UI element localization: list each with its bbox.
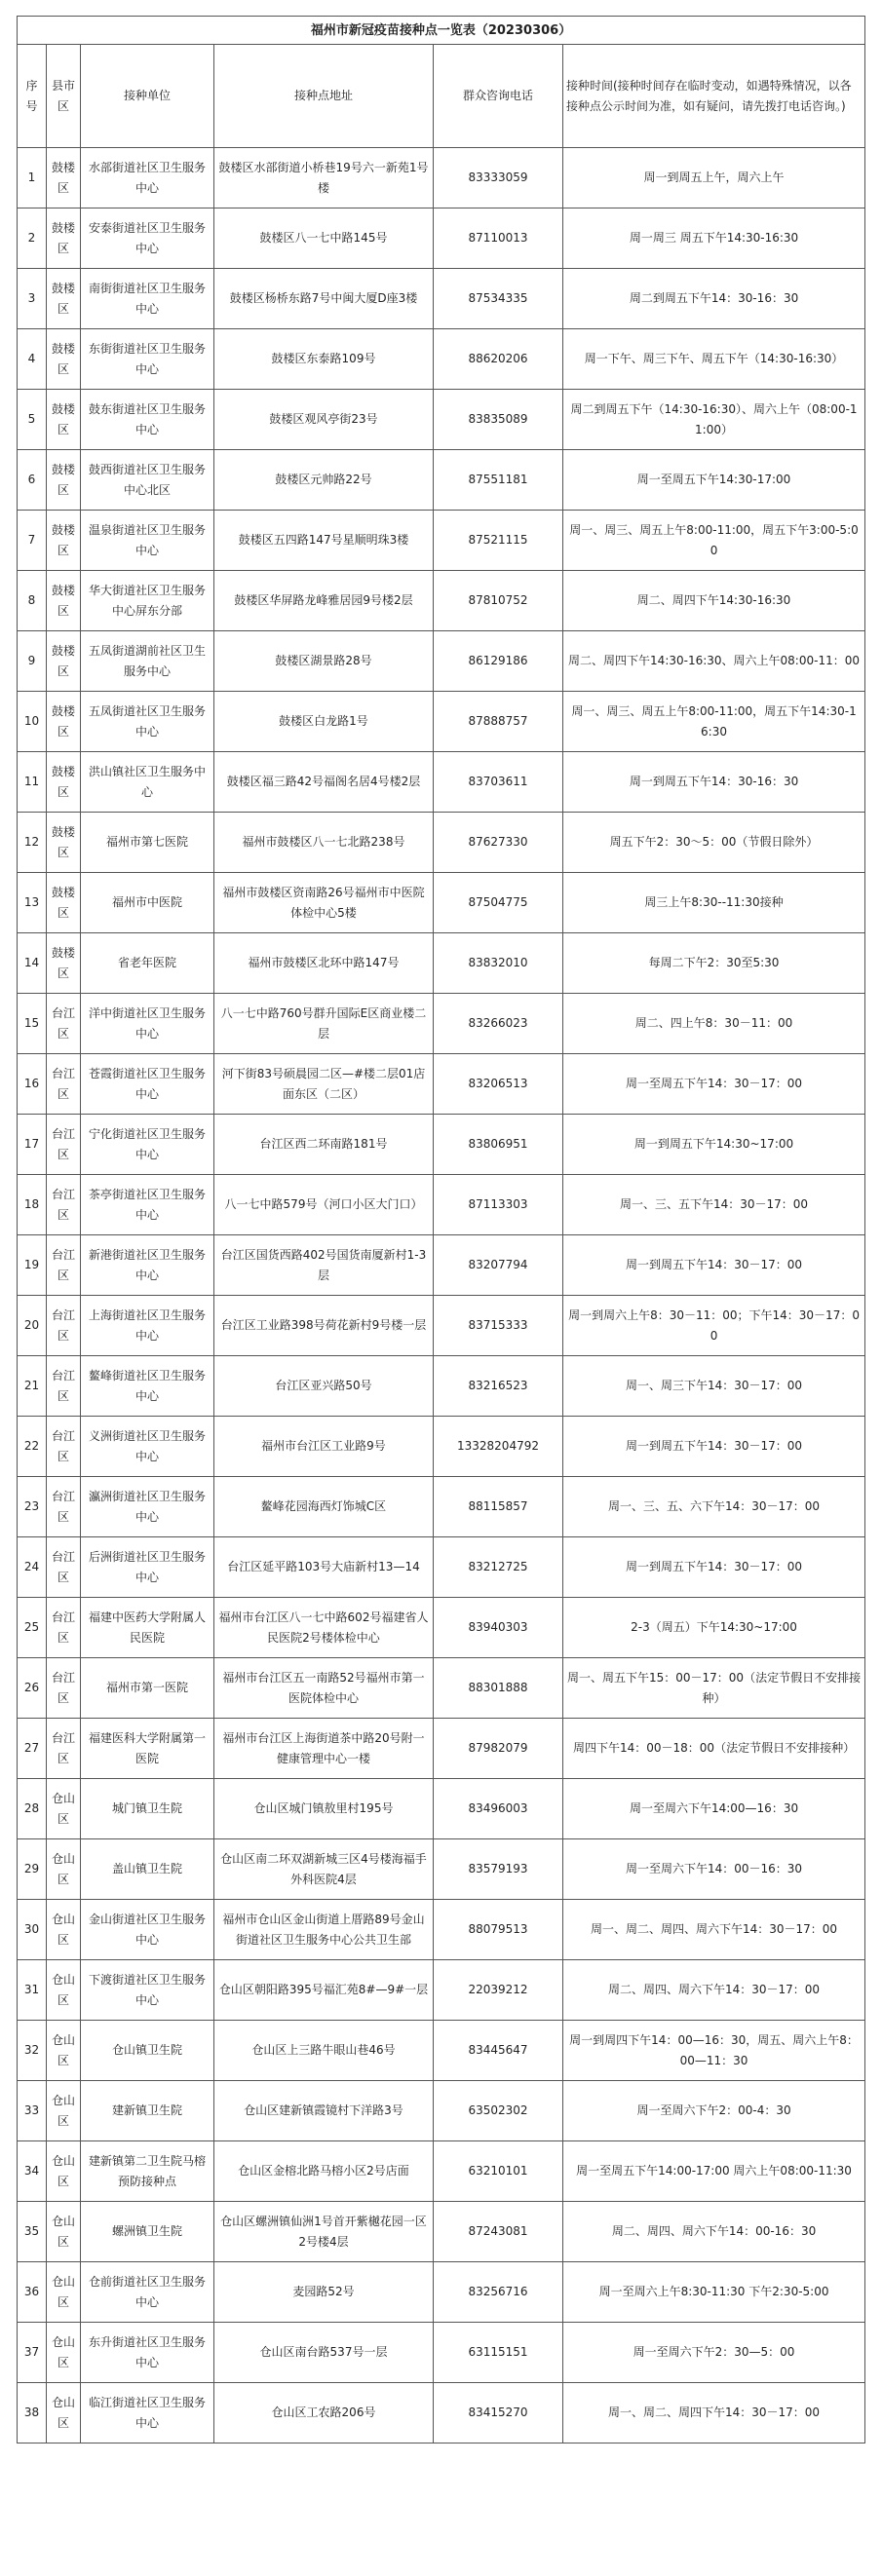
table-row xyxy=(18,1779,865,1839)
cell-district: 仓山区 xyxy=(47,1900,81,1960)
cell-index: 12 xyxy=(18,813,47,873)
cell-address: 八一七中路579号（河口小区大门口） xyxy=(214,1175,434,1235)
cell-unit: 五凤街道湖前社区卫生服务中心 xyxy=(81,631,214,692)
cell-index: 33 xyxy=(18,2081,47,2141)
cell-schedule: 周一至周六下午14：00－16：30 xyxy=(563,1839,865,1900)
cell-district: 仓山区 xyxy=(47,1779,81,1839)
cell-index: 21 xyxy=(18,1356,47,1417)
cell-address: 八一七中路760号群升国际E区商业楼二层 xyxy=(214,994,434,1054)
cell-address: 仓山区螺洲镇仙洲1号首开紫樾花园一区2号楼4层 xyxy=(214,2202,434,2262)
table-row xyxy=(18,813,865,873)
cell-address: 鼓楼区八一七中路145号 xyxy=(214,208,434,269)
cell-schedule: 周一至周六下午14:00—16：30 xyxy=(563,1779,865,1839)
cell-phone: 87521115 xyxy=(434,511,563,571)
cell-phone: 88301888 xyxy=(434,1658,563,1719)
cell-phone: 83206513 xyxy=(434,1054,563,1115)
cell-schedule: 周二、周四下午14:30-16:30 xyxy=(563,571,865,631)
cell-district: 鼓楼区 xyxy=(47,813,81,873)
cell-phone: 87551181 xyxy=(434,450,563,511)
cell-index: 18 xyxy=(18,1175,47,1235)
cell-address: 仓山区工农路206号 xyxy=(214,2383,434,2443)
cell-unit: 瀛洲街道社区卫生服务中心 xyxy=(81,1477,214,1537)
cell-index: 8 xyxy=(18,571,47,631)
cell-index: 1 xyxy=(18,148,47,208)
cell-phone: 83415270 xyxy=(434,2383,563,2443)
table-row xyxy=(18,1054,865,1115)
cell-district: 仓山区 xyxy=(47,2141,81,2202)
cell-unit: 下渡街道社区卫生服务中心 xyxy=(81,1960,214,2021)
table-row xyxy=(18,2383,865,2443)
cell-index: 14 xyxy=(18,933,47,994)
cell-address: 仓山区朝阳路395号福汇苑8#—9#一层 xyxy=(214,1960,434,2021)
cell-index: 11 xyxy=(18,752,47,813)
cell-phone: 87534335 xyxy=(434,269,563,329)
cell-district: 台江区 xyxy=(47,1537,81,1598)
cell-district: 台江区 xyxy=(47,1054,81,1115)
table-row xyxy=(18,933,865,994)
cell-phone: 63502302 xyxy=(434,2081,563,2141)
cell-phone: 83212725 xyxy=(434,1537,563,1598)
table-row xyxy=(18,1356,865,1417)
cell-schedule: 周二、周四、周六下午14：00-16：30 xyxy=(563,2202,865,2262)
header-address: 接种点地址 xyxy=(214,45,434,148)
cell-address: 仓山区南台路537号一层 xyxy=(214,2323,434,2383)
cell-index: 7 xyxy=(18,511,47,571)
table-row xyxy=(18,1598,865,1658)
cell-address: 台江区西二环南路181号 xyxy=(214,1115,434,1175)
cell-schedule: 周四下午14：00－18：00（法定节假日不安排接种） xyxy=(563,1719,865,1779)
cell-phone: 63210101 xyxy=(434,2141,563,2202)
cell-phone: 83333059 xyxy=(434,148,563,208)
cell-phone: 83445647 xyxy=(434,2021,563,2081)
cell-unit: 洋中街道社区卫生服务中心 xyxy=(81,994,214,1054)
cell-index: 30 xyxy=(18,1900,47,1960)
cell-district: 台江区 xyxy=(47,1598,81,1658)
cell-schedule: 周一至周五下午14:30-17:00 xyxy=(563,450,865,511)
table-row xyxy=(18,752,865,813)
table-row xyxy=(18,1235,865,1296)
cell-unit: 后洲街道社区卫生服务中心 xyxy=(81,1537,214,1598)
cell-phone: 83266023 xyxy=(434,994,563,1054)
cell-unit: 建新镇卫生院 xyxy=(81,2081,214,2141)
cell-schedule: 周一至周六下午2：30—5：00 xyxy=(563,2323,865,2383)
cell-district: 鼓楼区 xyxy=(47,390,81,450)
table-row xyxy=(18,269,865,329)
cell-schedule: 周一、周五下午15：00－17：00（法定节假日不安排接种） xyxy=(563,1658,865,1719)
cell-unit: 安泰街道社区卫生服务中心 xyxy=(81,208,214,269)
cell-phone: 87504775 xyxy=(434,873,563,933)
cell-schedule: 周一到周四下午14：00—16：30，周五、周六上午8：00—11：30 xyxy=(563,2021,865,2081)
cell-phone: 87982079 xyxy=(434,1719,563,1779)
cell-index: 10 xyxy=(18,692,47,752)
cell-schedule: 周一至周六上午8:30-11:30 下午2:30-5:00 xyxy=(563,2262,865,2323)
cell-district: 鼓楼区 xyxy=(47,148,81,208)
cell-address: 福州市鼓楼区资南路26号福州市中医院体检中心5楼 xyxy=(214,873,434,933)
cell-index: 27 xyxy=(18,1719,47,1779)
cell-address: 台江区亚兴路50号 xyxy=(214,1356,434,1417)
cell-phone: 83496003 xyxy=(434,1779,563,1839)
cell-district: 台江区 xyxy=(47,1477,81,1537)
cell-unit: 义洲街道社区卫生服务中心 xyxy=(81,1417,214,1477)
header-unit: 接种单位 xyxy=(81,45,214,148)
table-row xyxy=(18,1537,865,1598)
cell-phone: 88079513 xyxy=(434,1900,563,1960)
table-row xyxy=(18,571,865,631)
cell-address: 福州市仓山区金山街道上厝路89号金山街道社区卫生服务中心公共卫生部 xyxy=(214,1900,434,1960)
cell-district: 仓山区 xyxy=(47,2021,81,2081)
cell-address: 福州市台江区八一七中路602号福建省人民医院2号楼体检中心 xyxy=(214,1598,434,1658)
cell-schedule: 周一到周六上午8：30－11：00；下午14：30－17：00 xyxy=(563,1296,865,1356)
cell-district: 鼓楼区 xyxy=(47,692,81,752)
table-row xyxy=(18,1839,865,1900)
header-schedule: 接种时间(接种时间存在临时变动，如遇特殊情况，以各接种点公示时间为准，如有疑问，请先拨打电话咨询。) xyxy=(563,45,865,148)
cell-unit: 省老年医院 xyxy=(81,933,214,994)
cell-unit: 仓前街道社区卫生服务中心 xyxy=(81,2262,214,2323)
cell-address: 河下街83号硕晨园二区—#楼二层01店面东区（二区） xyxy=(214,1054,434,1115)
cell-index: 37 xyxy=(18,2323,47,2383)
cell-unit: 仓山镇卫生院 xyxy=(81,2021,214,2081)
cell-schedule: 周二、四上午8：30－11：00 xyxy=(563,994,865,1054)
cell-unit: 城门镇卫生院 xyxy=(81,1779,214,1839)
table-row xyxy=(18,2021,865,2081)
cell-unit: 临江街道社区卫生服务中心 xyxy=(81,2383,214,2443)
cell-unit: 福建医科大学附属第一医院 xyxy=(81,1719,214,1779)
cell-index: 26 xyxy=(18,1658,47,1719)
table-row xyxy=(18,692,865,752)
cell-district: 台江区 xyxy=(47,1235,81,1296)
cell-phone: 83579193 xyxy=(434,1839,563,1900)
cell-schedule: 周一、周二、周四、周六下午14：30－17：00 xyxy=(563,1900,865,1960)
cell-district: 台江区 xyxy=(47,1417,81,1477)
cell-district: 台江区 xyxy=(47,1356,81,1417)
cell-unit: 温泉街道社区卫生服务中心 xyxy=(81,511,214,571)
cell-schedule: 周一至周五下午14：30－17：00 xyxy=(563,1054,865,1115)
cell-schedule: 2-3（周五）下午14:30~17:00 xyxy=(563,1598,865,1658)
cell-unit: 盖山镇卫生院 xyxy=(81,1839,214,1900)
cell-phone: 87243081 xyxy=(434,2202,563,2262)
cell-schedule: 周二到周五下午14：30-16：30 xyxy=(563,269,865,329)
cell-phone: 83806951 xyxy=(434,1115,563,1175)
cell-district: 鼓楼区 xyxy=(47,631,81,692)
table-row xyxy=(18,2202,865,2262)
cell-schedule: 周二到周五下午（14:30-16:30）、周六上午（08:00-11:00） xyxy=(563,390,865,450)
cell-unit: 鼓东街道社区卫生服务中心 xyxy=(81,390,214,450)
header-index: 序号 xyxy=(18,45,47,148)
cell-district: 仓山区 xyxy=(47,1960,81,2021)
cell-index: 15 xyxy=(18,994,47,1054)
cell-index: 16 xyxy=(18,1054,47,1115)
cell-phone: 83940303 xyxy=(434,1598,563,1658)
table-row xyxy=(18,208,865,269)
cell-district: 台江区 xyxy=(47,994,81,1054)
table-row xyxy=(18,994,865,1054)
cell-index: 22 xyxy=(18,1417,47,1477)
cell-phone: 87810752 xyxy=(434,571,563,631)
cell-index: 34 xyxy=(18,2141,47,2202)
cell-phone: 87888757 xyxy=(434,692,563,752)
cell-address: 鼓楼区观风亭街23号 xyxy=(214,390,434,450)
cell-index: 17 xyxy=(18,1115,47,1175)
cell-schedule: 周一、周三下午14：30－17：00 xyxy=(563,1356,865,1417)
cell-address: 仓山区上三路牛眼山巷46号 xyxy=(214,2021,434,2081)
cell-address: 福州市鼓楼区八一七北路238号 xyxy=(214,813,434,873)
cell-district: 台江区 xyxy=(47,1719,81,1779)
cell-phone: 83207794 xyxy=(434,1235,563,1296)
cell-phone: 83256716 xyxy=(434,2262,563,2323)
cell-index: 20 xyxy=(18,1296,47,1356)
table-title: 福州市新冠疫苗接种点一览表（20230306） xyxy=(18,17,865,45)
cell-address: 仓山区金榕北路马榕小区2号店面 xyxy=(214,2141,434,2202)
cell-schedule: 周一周三 周五下午14:30-16:30 xyxy=(563,208,865,269)
cell-address: 福州市鼓楼区北环中路147号 xyxy=(214,933,434,994)
cell-address: 仓山区城门镇敖里村195号 xyxy=(214,1779,434,1839)
cell-index: 4 xyxy=(18,329,47,390)
table-row xyxy=(18,1417,865,1477)
header-district: 县市区 xyxy=(47,45,81,148)
cell-address: 鼓楼区杨桥东路7号中闽大厦D座3楼 xyxy=(214,269,434,329)
cell-unit: 洪山镇社区卫生服务中心 xyxy=(81,752,214,813)
cell-district: 鼓楼区 xyxy=(47,571,81,631)
table-row xyxy=(18,329,865,390)
cell-phone: 83832010 xyxy=(434,933,563,994)
cell-schedule: 周一到周五下午14：30-16：30 xyxy=(563,752,865,813)
cell-unit: 东街街道社区卫生服务中心 xyxy=(81,329,214,390)
cell-unit: 五凤街道社区卫生服务中心 xyxy=(81,692,214,752)
cell-unit: 金山街道社区卫生服务中心 xyxy=(81,1900,214,1960)
cell-phone: 87113303 xyxy=(434,1175,563,1235)
table-row xyxy=(18,873,865,933)
cell-index: 19 xyxy=(18,1235,47,1296)
cell-schedule: 周三上午8:30--11:30接种 xyxy=(563,873,865,933)
cell-unit: 宁化街道社区卫生服务中心 xyxy=(81,1115,214,1175)
cell-district: 鼓楼区 xyxy=(47,933,81,994)
cell-schedule: 周一到周五下午14：30－17：00 xyxy=(563,1417,865,1477)
cell-address: 鼓楼区水部街道小桥巷19号六一新苑1号楼 xyxy=(214,148,434,208)
cell-district: 仓山区 xyxy=(47,2202,81,2262)
cell-schedule: 周一、周二、周四下午14：30－17：00 xyxy=(563,2383,865,2443)
table-row xyxy=(18,1477,865,1537)
cell-phone: 83703611 xyxy=(434,752,563,813)
cell-index: 38 xyxy=(18,2383,47,2443)
cell-schedule: 周一到周五下午14：30－17：00 xyxy=(563,1235,865,1296)
cell-district: 鼓楼区 xyxy=(47,511,81,571)
cell-schedule: 每周二下午2：30至5:30 xyxy=(563,933,865,994)
table-row xyxy=(18,511,865,571)
cell-index: 6 xyxy=(18,450,47,511)
table-row xyxy=(18,2323,865,2383)
cell-district: 鼓楼区 xyxy=(47,208,81,269)
cell-unit: 东升街道社区卫生服务中心 xyxy=(81,2323,214,2383)
cell-address: 鼓楼区元帅路22号 xyxy=(214,450,434,511)
cell-index: 29 xyxy=(18,1839,47,1900)
cell-address: 鼓楼区东泰路109号 xyxy=(214,329,434,390)
header-phone: 群众咨询电话 xyxy=(434,45,563,148)
cell-address: 仓山区南二环双湖新城三区4号楼海福手外科医院4层 xyxy=(214,1839,434,1900)
cell-index: 35 xyxy=(18,2202,47,2262)
cell-schedule: 周一到周五下午14:30~17:00 xyxy=(563,1115,865,1175)
table-row xyxy=(18,390,865,450)
cell-address: 福州市台江区五一南路52号福州市第一医院体检中心 xyxy=(214,1658,434,1719)
table-row xyxy=(18,2081,865,2141)
cell-address: 鳌峰花园海西灯饰城C区 xyxy=(214,1477,434,1537)
cell-index: 13 xyxy=(18,873,47,933)
cell-phone: 87110013 xyxy=(434,208,563,269)
cell-district: 鼓楼区 xyxy=(47,450,81,511)
cell-district: 鼓楼区 xyxy=(47,269,81,329)
cell-index: 32 xyxy=(18,2021,47,2081)
table-row xyxy=(18,2262,865,2323)
cell-unit: 福建中医药大学附属人民医院 xyxy=(81,1598,214,1658)
table-row xyxy=(18,2141,865,2202)
cell-address: 鼓楼区五四路147号星顺明珠3楼 xyxy=(214,511,434,571)
cell-unit: 水部街道社区卫生服务中心 xyxy=(81,148,214,208)
cell-schedule: 周一至周六下午2：00-4：30 xyxy=(563,2081,865,2141)
cell-address: 麦园路52号 xyxy=(214,2262,434,2323)
cell-schedule: 周一到周五下午14：30－17：00 xyxy=(563,1537,865,1598)
table-row xyxy=(18,631,865,692)
cell-schedule: 周一至周五下午14:00-17:00 周六上午08:00-11:30 xyxy=(563,2141,865,2202)
cell-schedule: 周二、周四、周六下午14：30－17：00 xyxy=(563,1960,865,2021)
cell-address: 鼓楼区白龙路1号 xyxy=(214,692,434,752)
cell-phone: 87627330 xyxy=(434,813,563,873)
vaccination-sites-table xyxy=(17,16,865,2443)
cell-phone: 88115857 xyxy=(434,1477,563,1537)
cell-phone: 86129186 xyxy=(434,631,563,692)
cell-index: 25 xyxy=(18,1598,47,1658)
cell-unit: 新港街道社区卫生服务中心 xyxy=(81,1235,214,1296)
cell-schedule: 周一到周五上午，周六上午 xyxy=(563,148,865,208)
cell-unit: 南街街道社区卫生服务中心 xyxy=(81,269,214,329)
cell-unit: 螺洲镇卫生院 xyxy=(81,2202,214,2262)
cell-district: 鼓楼区 xyxy=(47,329,81,390)
table-row xyxy=(18,1960,865,2021)
cell-index: 24 xyxy=(18,1537,47,1598)
cell-district: 仓山区 xyxy=(47,2262,81,2323)
cell-address: 福州市台江区上海街道茶中路20号附一健康管理中心一楼 xyxy=(214,1719,434,1779)
cell-index: 28 xyxy=(18,1779,47,1839)
table-row xyxy=(18,1175,865,1235)
cell-phone: 63115151 xyxy=(434,2323,563,2383)
cell-address: 台江区工业路398号荷花新村9号楼一层 xyxy=(214,1296,434,1356)
cell-index: 9 xyxy=(18,631,47,692)
cell-district: 仓山区 xyxy=(47,1839,81,1900)
cell-district: 仓山区 xyxy=(47,2081,81,2141)
cell-phone: 22039212 xyxy=(434,1960,563,2021)
cell-index: 23 xyxy=(18,1477,47,1537)
table-row xyxy=(18,450,865,511)
cell-unit: 上海街道社区卫生服务中心 xyxy=(81,1296,214,1356)
cell-district: 仓山区 xyxy=(47,2323,81,2383)
cell-schedule: 周五下午2：30～5：00（节假日除外） xyxy=(563,813,865,873)
cell-schedule: 周一、三、五下午14：30－17：00 xyxy=(563,1175,865,1235)
cell-phone: 13328204792 xyxy=(434,1417,563,1477)
table-row xyxy=(18,1296,865,1356)
cell-district: 台江区 xyxy=(47,1115,81,1175)
cell-address: 仓山区建新镇霞镜村下洋路3号 xyxy=(214,2081,434,2141)
cell-address: 鼓楼区福三路42号福阁名居4号楼2层 xyxy=(214,752,434,813)
cell-district: 鼓楼区 xyxy=(47,873,81,933)
cell-index: 31 xyxy=(18,1960,47,2021)
table-row xyxy=(18,1115,865,1175)
cell-schedule: 周一、周三、周五上午8:00-11:00，周五下午3:00-5:00 xyxy=(563,511,865,571)
cell-phone: 83216523 xyxy=(434,1356,563,1417)
cell-address: 台江区延平路103号大庙新村13—14 xyxy=(214,1537,434,1598)
cell-index: 36 xyxy=(18,2262,47,2323)
cell-index: 3 xyxy=(18,269,47,329)
cell-unit: 建新镇第二卫生院马榕预防接种点 xyxy=(81,2141,214,2202)
cell-schedule: 周二、周四下午14:30-16:30、周六上午08:00-11：00 xyxy=(563,631,865,692)
cell-schedule: 周一、三、五、六下午14：30－17：00 xyxy=(563,1477,865,1537)
cell-index: 2 xyxy=(18,208,47,269)
cell-unit: 茶亭街道社区卫生服务中心 xyxy=(81,1175,214,1235)
cell-unit: 华大街道社区卫生服务中心屏东分部 xyxy=(81,571,214,631)
cell-unit: 鳌峰街道社区卫生服务中心 xyxy=(81,1356,214,1417)
cell-unit: 鼓西街道社区卫生服务中心北区 xyxy=(81,450,214,511)
cell-district: 台江区 xyxy=(47,1296,81,1356)
cell-district: 台江区 xyxy=(47,1175,81,1235)
table-row xyxy=(18,1900,865,1960)
cell-schedule: 周一下午、周三下午、周五下午（14:30-16:30） xyxy=(563,329,865,390)
cell-address: 台江区国货西路402号国货南厦新村1-3层 xyxy=(214,1235,434,1296)
cell-unit: 福州市第一医院 xyxy=(81,1658,214,1719)
cell-phone: 83715333 xyxy=(434,1296,563,1356)
cell-district: 仓山区 xyxy=(47,2383,81,2443)
cell-district: 台江区 xyxy=(47,1658,81,1719)
cell-address: 鼓楼区湖景路28号 xyxy=(214,631,434,692)
cell-unit: 苍霞街道社区卫生服务中心 xyxy=(81,1054,214,1115)
cell-phone: 88620206 xyxy=(434,329,563,390)
cell-district: 鼓楼区 xyxy=(47,752,81,813)
cell-unit: 福州市第七医院 xyxy=(81,813,214,873)
cell-schedule: 周一、周三、周五上午8:00-11:00，周五下午14:30-16:30 xyxy=(563,692,865,752)
table-row xyxy=(18,1658,865,1719)
cell-unit: 福州市中医院 xyxy=(81,873,214,933)
cell-phone: 83835089 xyxy=(434,390,563,450)
cell-address: 福州市台江区工业路9号 xyxy=(214,1417,434,1477)
table-row xyxy=(18,1719,865,1779)
table-row xyxy=(18,148,865,208)
cell-address: 鼓楼区华屏路龙峰雅居园9号楼2层 xyxy=(214,571,434,631)
cell-index: 5 xyxy=(18,390,47,450)
